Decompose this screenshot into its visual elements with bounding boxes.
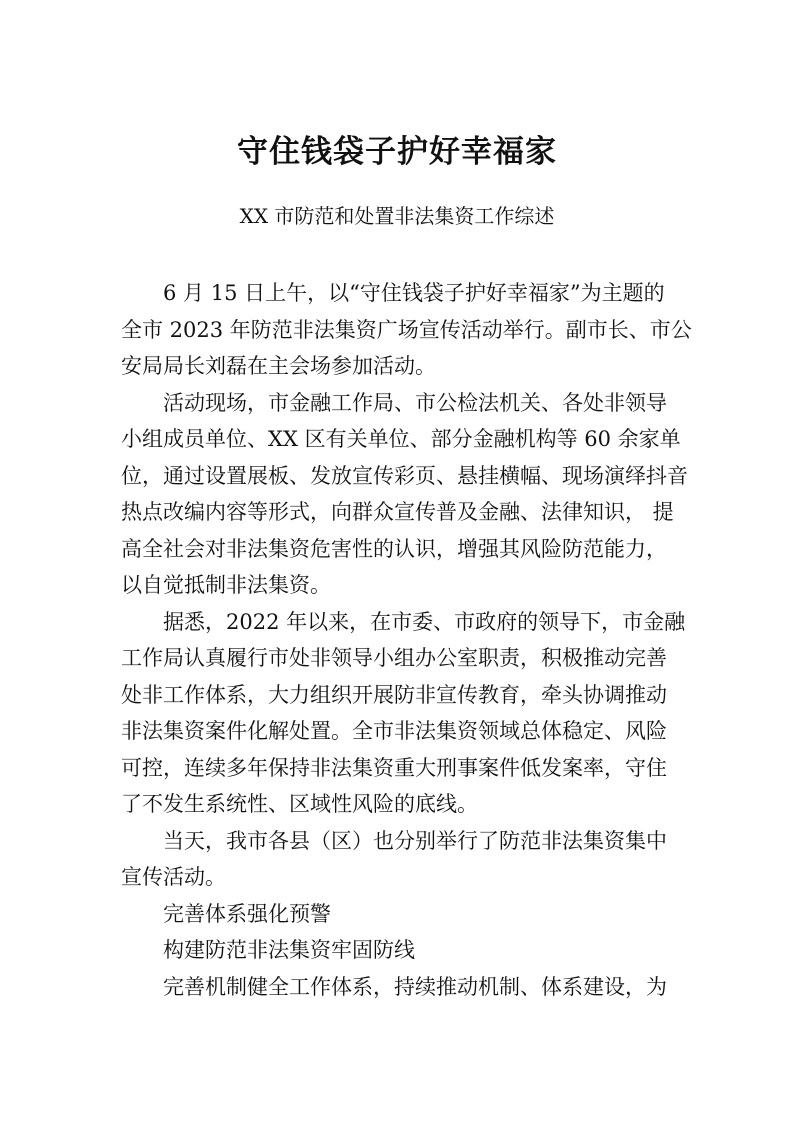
text-line: 高全社会对非法集资危害性的认识，增强其风险防范能力， [121, 536, 667, 561]
document-title: 守住钱袋子护好幸福家 [237, 134, 557, 170]
text-line: 以自觉抵制非法集资。 [121, 573, 331, 597]
text-line: 活动现场，市金融工作局、市公检法机关、各处非领导 [163, 390, 667, 415]
text-line: 据悉，2022 年以来，在市委、市政府的领导下，市金融 [163, 609, 686, 634]
text-line: 宣传活动。 [121, 865, 226, 889]
text-line: 可控，连续多年保持非法集资重大刑事案件低发案率，守住 [121, 755, 667, 780]
text-line: 处非工作体系，大力组织开展防非宣传教育，牵头协调推动 [121, 682, 667, 707]
text-line: 6 月 15 日上午，以“守住钱袋子护好幸福家”为主题的 [163, 281, 665, 305]
text-line: 了不发生系统性、区域性风险的底线。 [121, 792, 478, 816]
document-body [121, 275, 701, 1005]
text-line: 安局局长刘磊在主会场参加活动。 [121, 354, 436, 378]
document-subtitle: XX 市防范和处置非法集资工作综述 [239, 204, 555, 228]
text-line: 非法集资案件化解处置。全市非法集资领域总体稳定、风险 [121, 719, 667, 743]
section-subheading: 构建防范非法集资牢固防线 [163, 938, 415, 962]
text-line: 小组成员单位、XX 区有关单位、部分金融机构等 60 余家单 [121, 427, 681, 451]
text-line: 当天，我市各县（区）也分别举行了防范非法集资集中 [163, 828, 667, 853]
text-line: 完善机制健全工作体系，持续推动机制、体系建设，为 [163, 974, 667, 999]
text-line: 位，通过设置展板、发放宣传彩页、悬挂横幅、现场演绎抖音 [121, 463, 688, 488]
section-heading: 完善体系强化预警 [163, 901, 331, 926]
text-line: 工作局认真履行市处非领导小组办公室职责，积极推动完善 [121, 646, 667, 670]
text-line: 热点改编内容等形式，向群众宣传普及金融、法律知识， 提 [121, 500, 674, 524]
text-line: 全市 2023 年防范非法集资广场宣传活动举行。副市长、市公 [121, 317, 692, 342]
